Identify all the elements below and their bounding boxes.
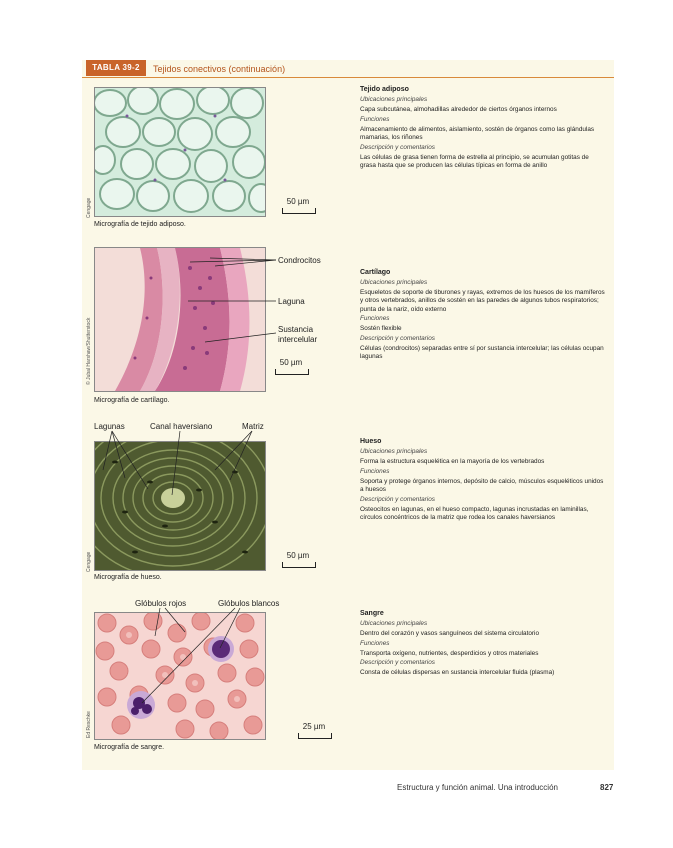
- adipose-desc-heading: Descripción y comentarios: [360, 143, 435, 151]
- bone-desc: Osteocitos en lagunas, en el hueso compacto, lagunas incrustadas en laminillas, círculos concéntricos de la matriz que rodea los canales haversianos: [360, 505, 589, 521]
- cartilage-fun: Sostén flexible: [360, 325, 402, 333]
- cartilage-fun-heading: Funciones: [360, 315, 390, 323]
- bone-fun-heading: Funciones: [360, 467, 390, 475]
- label-sustancia: Sustancia: [278, 325, 314, 334]
- blood-loc-heading: Ubicaciones principales: [360, 620, 428, 628]
- bone-scale-label: 50 µm: [286, 551, 310, 560]
- cartilage-title: Cartílago: [360, 269, 391, 276]
- blood-desc: Consta de células dispersas en sustancia intercelular fluida (plasma): [360, 669, 555, 677]
- cartilage-loc: Esqueletos de soporte de tiburones y rayas, extremos de los huesos de los mamíferos y otros vertebrados, anillos de sostén en las paredes de algunos tubos respiratorios; punta de la nariz, oído externo: [360, 289, 605, 313]
- blood-title: Sangre: [360, 610, 384, 617]
- adipose-cells-image: [95, 88, 265, 216]
- blood-fun-heading: Funciones: [360, 639, 390, 647]
- label-matriz: Matriz: [242, 422, 264, 431]
- adipose-loc: Capa subcutánea, almohadillas alrededor de ciertos órganos internos: [360, 106, 557, 114]
- cartilage-scale-label: 50 µm: [279, 358, 303, 367]
- blood-micrograph: [94, 612, 266, 740]
- adipose-fun-heading: Funciones: [360, 115, 390, 123]
- blood-image: [95, 613, 265, 739]
- cartilage-scale-bar: [275, 369, 309, 375]
- bone-scale-bar: [282, 562, 316, 568]
- cartilage-description: [360, 269, 605, 363]
- bone-loc: Forma la estructura esquelética en la mayoría de los vertebrados: [360, 458, 545, 466]
- adipose-fun: Almacenamiento de alimentos, aislamiento, sostén de órganos como las glándulas mamarias, los riñones: [360, 125, 595, 141]
- cartilage-caption: Micrografía de cartílago.: [94, 397, 170, 404]
- bone-description: [360, 438, 605, 524]
- blood-scale-label: 25 µm: [302, 722, 326, 731]
- adipose-caption: Micrografía de tejido adiposo.: [94, 221, 186, 228]
- blood-desc-heading: Descripción y comentarios: [360, 659, 435, 667]
- bone-credit: Cengage: [86, 551, 92, 572]
- cartilage-desc-heading: Descripción y comentarios: [360, 335, 435, 343]
- page-number: 827: [600, 783, 614, 792]
- adipose-scale-label: 50 µm: [286, 197, 310, 206]
- blood-fun: Transporta oxígeno, nutrientes, desperdicios y otros materiales: [360, 649, 539, 657]
- label-intercelular: intercelular: [278, 335, 318, 344]
- bone-image: [95, 442, 265, 570]
- label-globulos-blancos: Glóbulos blancos: [218, 599, 280, 608]
- bone-title: Hueso: [360, 438, 382, 445]
- bone-loc-heading: Ubicaciones principales: [360, 448, 428, 456]
- cartilage-loc-heading: Ubicaciones principales: [360, 279, 428, 287]
- adipose-desc: Las células de grasa tienen forma de estrella al principio, se acumulan gotitas de grasa hasta que se producen las células típicas en forma de anillo: [360, 153, 589, 169]
- adipose-scale-bar: [282, 208, 316, 214]
- blood-description: [360, 610, 605, 679]
- label-condrocitos: Condrocitos: [278, 256, 321, 265]
- label-lagunas: Lagunas: [94, 422, 125, 431]
- bone-desc-heading: Descripción y comentarios: [360, 495, 435, 503]
- cartilage-credit: © Jubal Harshaw/Shutterstock: [86, 317, 92, 385]
- footer-text: Estructura y función animal. Una introducción: [397, 783, 558, 792]
- blood-credit: Ed Reschke: [86, 711, 92, 738]
- blood-caption: Micrografía de sangre.: [94, 744, 165, 751]
- cartilage-desc: Células (condrocitos) separadas entre sí por sustancia intercelular; las células ocupan lagunas: [360, 344, 604, 361]
- cartilage-image: [95, 248, 265, 391]
- label-laguna: Laguna: [278, 297, 305, 306]
- table-title: Tejidos conectivos (continuación): [153, 64, 286, 74]
- adipose-micrograph: [94, 87, 266, 217]
- label-globulos-rojos: Glóbulos rojos: [135, 599, 187, 608]
- adipose-description: [360, 86, 605, 172]
- bone-caption: Micrografía de hueso.: [94, 574, 162, 581]
- bone-micrograph: [94, 441, 266, 571]
- adipose-title: Tejido adiposo: [360, 86, 409, 93]
- adipose-loc-heading: Ubicaciones principales: [360, 96, 428, 104]
- bone-fun: Soporta y protege órganos internos, depósito de calcio, músculos esqueléticos unidos a huesos: [360, 477, 604, 493]
- cartilage-micrograph: [94, 247, 266, 392]
- label-canal-haversiano: Canal haversiano: [150, 422, 213, 431]
- blood-loc: Dentro del corazón y vasos sanguíneos del sistema circulatorio: [360, 630, 540, 638]
- adipose-credit: Cengage: [86, 197, 92, 218]
- header-rule: [82, 77, 614, 78]
- blood-scale-bar: [298, 733, 332, 739]
- table-tag: TABLA 39-2: [86, 60, 146, 76]
